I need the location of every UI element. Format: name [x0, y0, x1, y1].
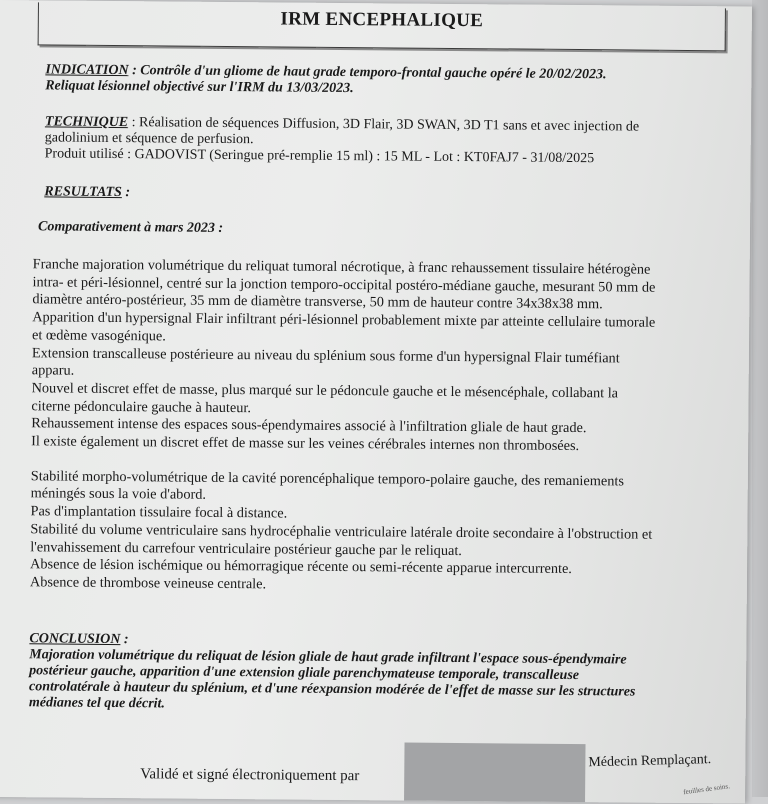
technique-heading: TECHNIQUE	[44, 114, 129, 131]
indication-line-2: Reliquat lésionnel objectivé sur l'IRM du 13/03/2023.	[45, 78, 354, 97]
results-line: Stabilité du volume ventriculaire sans hydrocéphalie ventriculaire latérale droite secondaire à l'obstruction et	[30, 521, 653, 543]
results-line: Apparition d'un hypersignal Flair infiltrant péri-lésionnel probablement mixte par atteinte cellulaire tumorale	[32, 309, 656, 331]
title-box	[38, 2, 726, 51]
results-line: Franche majoration volumétrique du reliquat tumoral nécrotique, à franc rehaussement tissulaire hétérogène	[32, 256, 651, 278]
results-line: Extension transcalleuse postérieure au niveau du splénium sous forme d'un hypersignal Flair tuméfiant	[31, 344, 620, 366]
results-colon: :	[121, 185, 131, 201]
doctor-role: Médecin Remplaçant.	[588, 752, 712, 771]
results-line: apparu.	[31, 362, 75, 379]
results-line: Rehaussement intense des espaces sous-épendymaires associé à l'infiltration gliale de haut grade.	[31, 415, 587, 437]
indication-section	[45, 62, 695, 100]
results-section	[44, 184, 694, 206]
results-line: intra- et péri-lésionnel, centré sur la jonction temporo-occipital postéro-médiane gauche, mesurant 50 mm de	[32, 273, 656, 296]
results-line: et œdème vasogénique.	[32, 327, 166, 345]
report-title: IRM ENCEPHALIQUE	[280, 8, 484, 32]
results-line: citerne pédonculaire gauche à hauteur.	[31, 397, 252, 416]
comparison-heading-wrap	[38, 219, 688, 241]
results-line: Absence de thrombose veineuse centrale.	[29, 574, 267, 593]
conclusion-colon: :	[120, 632, 129, 648]
margin-note: feuilles de soins.	[682, 782, 731, 797]
conclusion-line: postérieur gauche, apparition d'une extension gliale parenchymateuse temporale, transcalleuse	[29, 663, 580, 684]
background-edge	[752, 0, 768, 797]
conclusion-section	[29, 631, 720, 717]
results-heading: RESULTATS	[44, 184, 122, 201]
results-line: Absence de lésion ischémique ou hémorragique récente ou semi-récente apparue intercurrente.	[30, 556, 572, 578]
conclusion-line: controlatérale à hauteur du splénium, et d'une réexpansion modérée de l'effet de masse sur les structures	[28, 679, 636, 700]
results-line: Il existe également un discret effet de masse sur les veines cérébrales internes non thrombosées.	[31, 433, 580, 455]
conclusion-line: médianes tel que décrit.	[28, 695, 166, 712]
technique-section	[45, 114, 725, 168]
results-line: Stabilité morpho-volumétrique de la cavité porencéphalique temporo-polaire gauche, des remaniements	[30, 468, 625, 490]
signature-text: Validé et signé électroniquement par	[140, 766, 360, 785]
results-line: Nouvel et discret effet de masse, plus marqué sur le pédoncule gauche et le mésencéphale, collabant la	[31, 380, 619, 402]
conclusion-line: Majoration volumétrique du reliquat de lésion gliale de haut grade infiltrant l'espace sous-épendymaire	[29, 647, 627, 668]
indication-line-1: : Contrôle d'un gliome de haut grade temporo-frontal gauche opéré le 20/02/2023.	[128, 63, 607, 83]
results-line: l'envahissement du carrefour ventriculaire postérieur gauche par le reliquat.	[30, 538, 462, 559]
results-body	[30, 256, 705, 598]
indication-heading: INDICATION	[45, 62, 129, 79]
results-line: diamètre antéro-postérieur, 35 mm de diamètre transverse, 50 mm de hauteur contre 34x38x38 mm.	[32, 291, 603, 313]
technique-line-2: gadolinium et séquence de perfusion.	[44, 130, 254, 148]
conclusion-heading: CONCLUSION	[29, 631, 121, 648]
technique-product-line: Produit utilisé : GADOVIST (Seringue pré-remplie 15 ml) : 15 ML - Lot : KT0FAJ7 - 31/08/2025	[44, 146, 595, 167]
results-line: Pas d'implantation tissulaire focal à distance.	[30, 503, 288, 522]
redacted-name	[404, 743, 585, 803]
results-line: méningés sous la voie d'abord.	[30, 485, 207, 504]
technique-line-1: : Réalisation de séquences Diffusion, 3D Flair, 3D SWAN, 3D T1 sans et avec injection de	[128, 115, 640, 135]
comparison-heading: Comparativement à mars 2023 :	[37, 219, 224, 236]
